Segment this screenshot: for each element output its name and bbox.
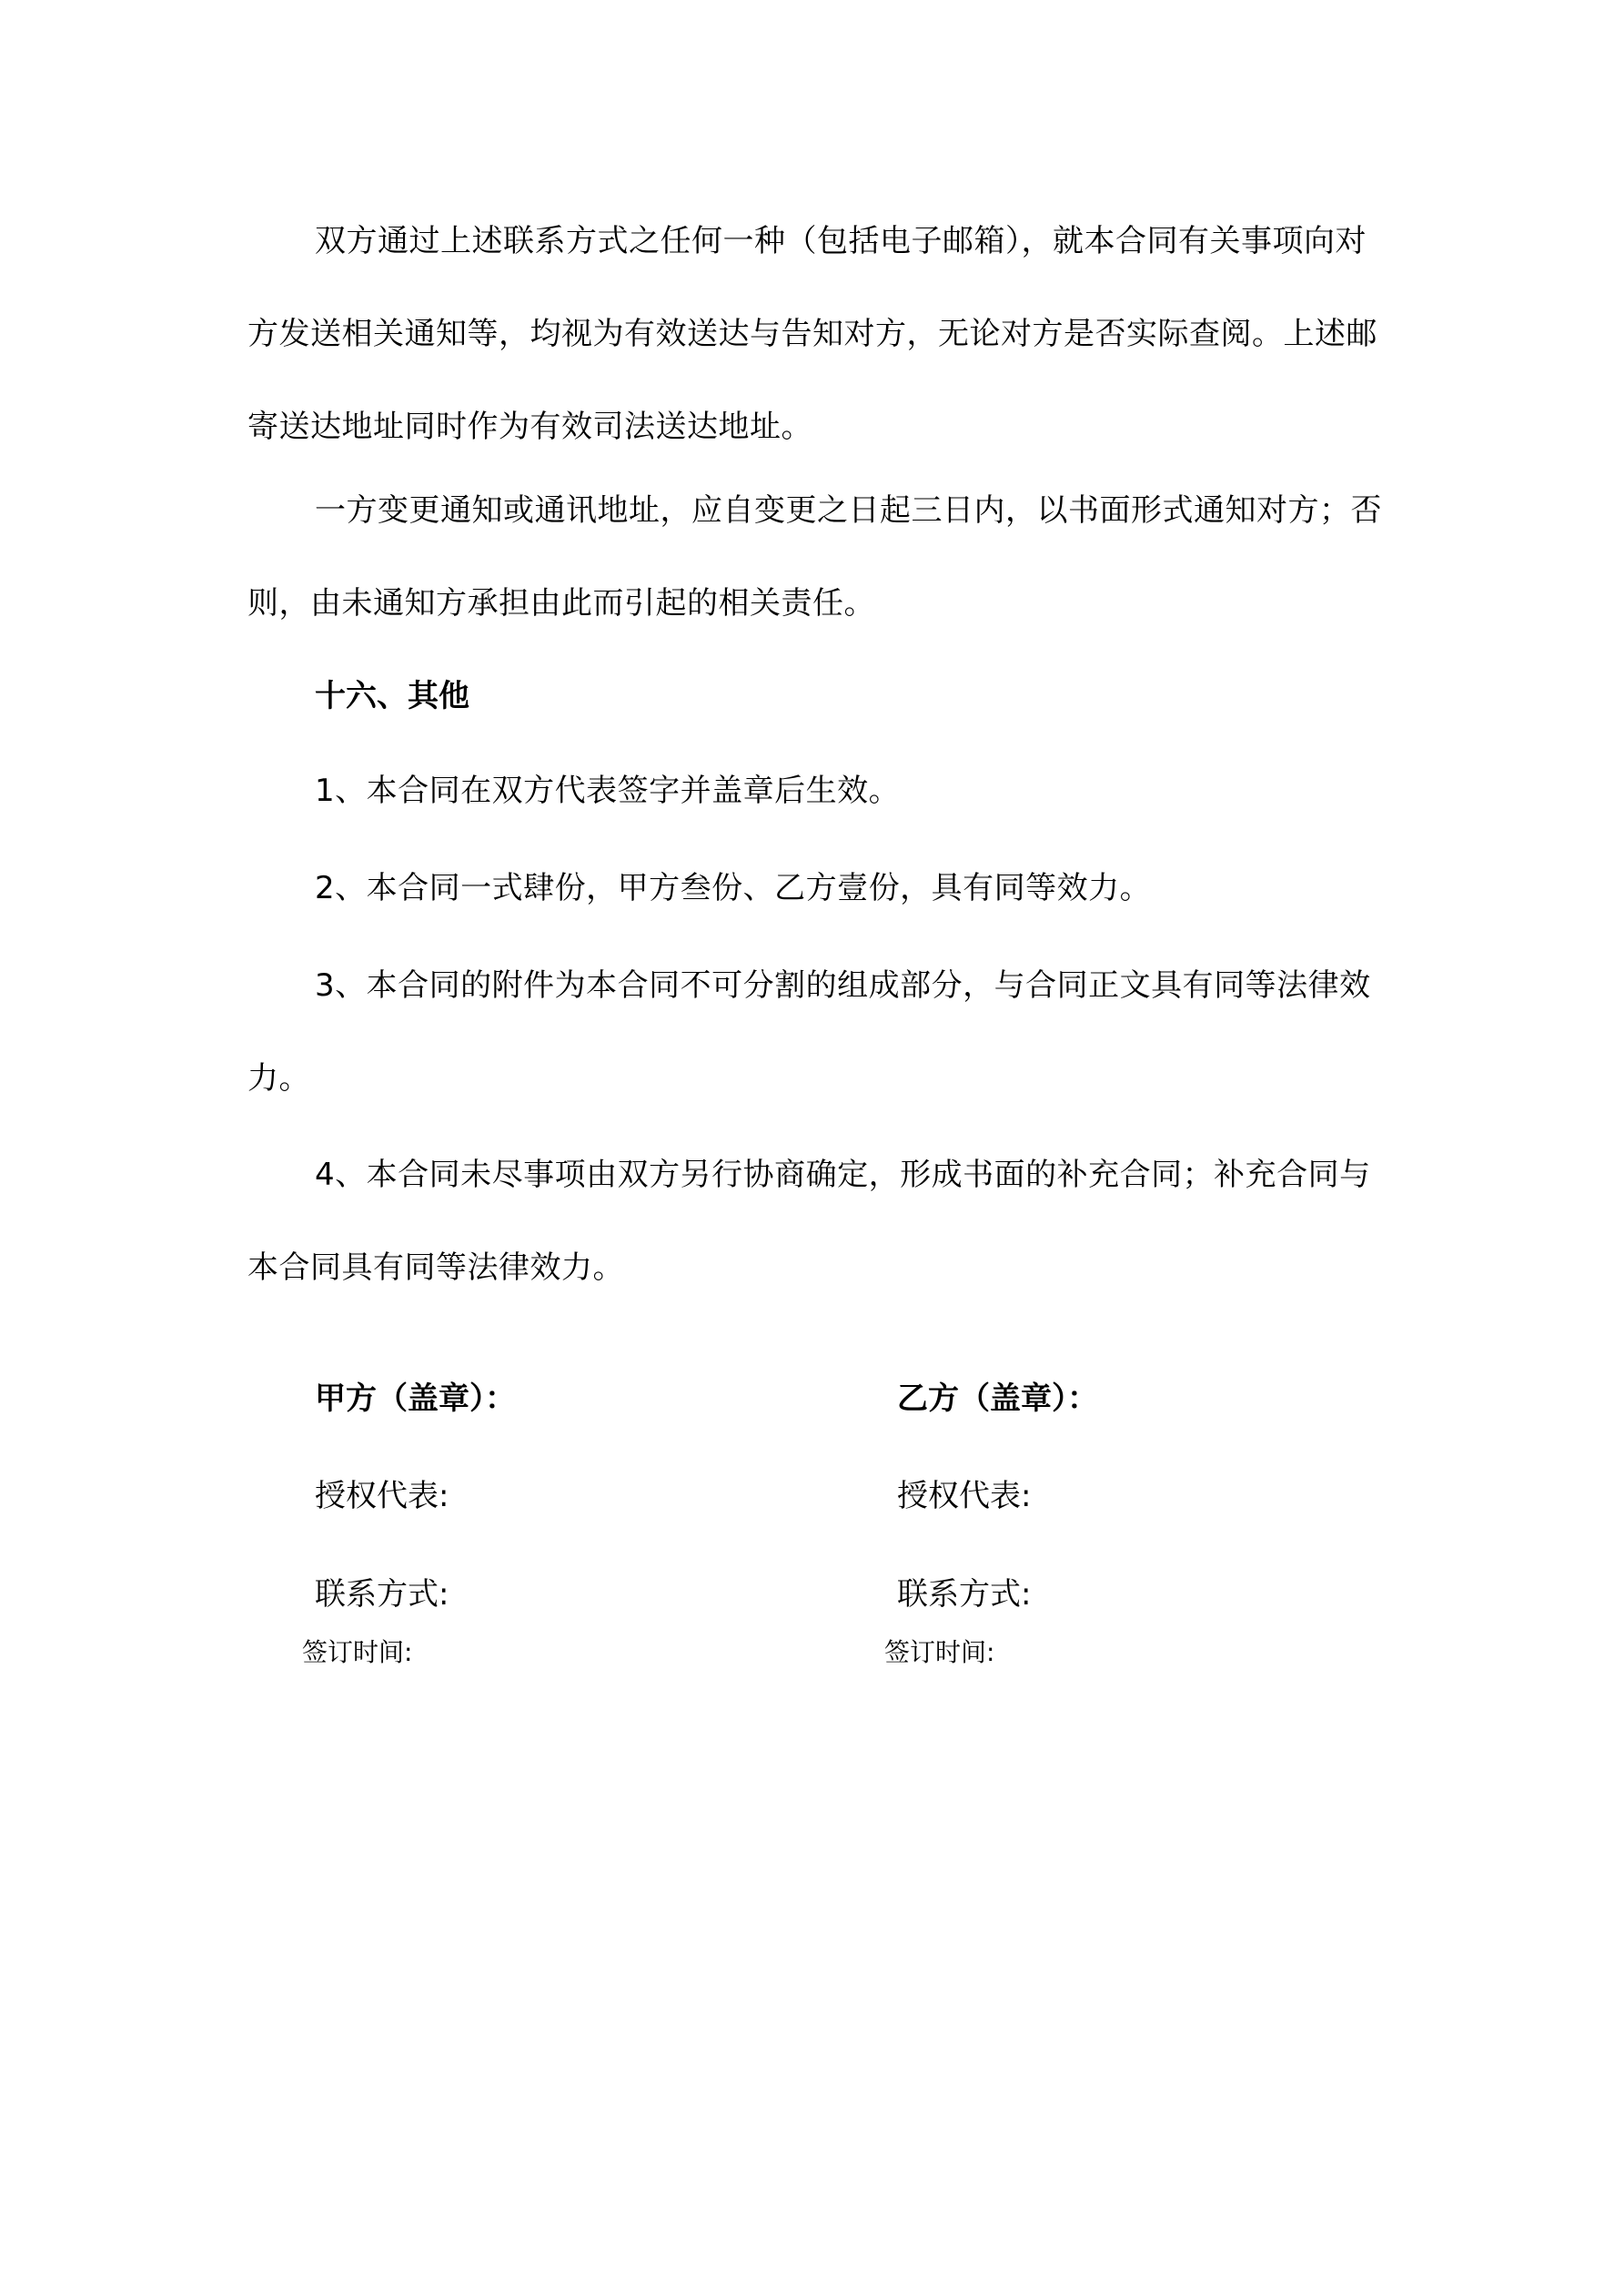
clause-item-2: 2、本合同一式肆份，甲方叁份、乙方壹份，具有同等效力。 <box>315 870 1152 906</box>
clause-item-3: 3、本合同的附件为本合同不可分割的组成部分，与合同正文具有同等法律效力。 <box>247 967 1371 1097</box>
party-b-date-label: 签订时间: <box>884 1637 995 1667</box>
party-a-representative-label: 授权代表: <box>315 1478 449 1514</box>
paragraph-notice-delivery: 双方通过上述联系方式之任何一种（包括电子邮箱），就本合同有关事项向对方发送相关通知等，均视为有效送达与告知对方，无论对方是否实际查阅。上述邮寄送达地址同时作为有效司法送达地址。 <box>247 223 1377 445</box>
party-a-date-label: 签订时间: <box>302 1637 413 1667</box>
party-a-contact-label: 联系方式: <box>315 1576 449 1613</box>
party-b-representative-label: 授权代表: <box>897 1478 1032 1514</box>
paragraph-address-change: 一方变更通知或通讯地址，应自变更之日起三日内，以书面形式通知对方；否则，由未通知方承担由此而引起的相关责任。 <box>247 492 1382 622</box>
clause-item-4: 4、本合同未尽事项由双方另行协商确定，形成书面的补充合同；补充合同与本合同具有同等法律效力。 <box>247 1157 1371 1286</box>
party-b-title: 乙方（盖章）： <box>897 1381 1098 1417</box>
section-heading-other: 十六、其他 <box>315 678 469 714</box>
clause-item-1: 1、本合同在双方代表签字并盖章后生效。 <box>315 773 901 809</box>
party-a-title: 甲方（盖章）： <box>315 1381 516 1417</box>
party-b-contact-label: 联系方式: <box>897 1576 1032 1613</box>
